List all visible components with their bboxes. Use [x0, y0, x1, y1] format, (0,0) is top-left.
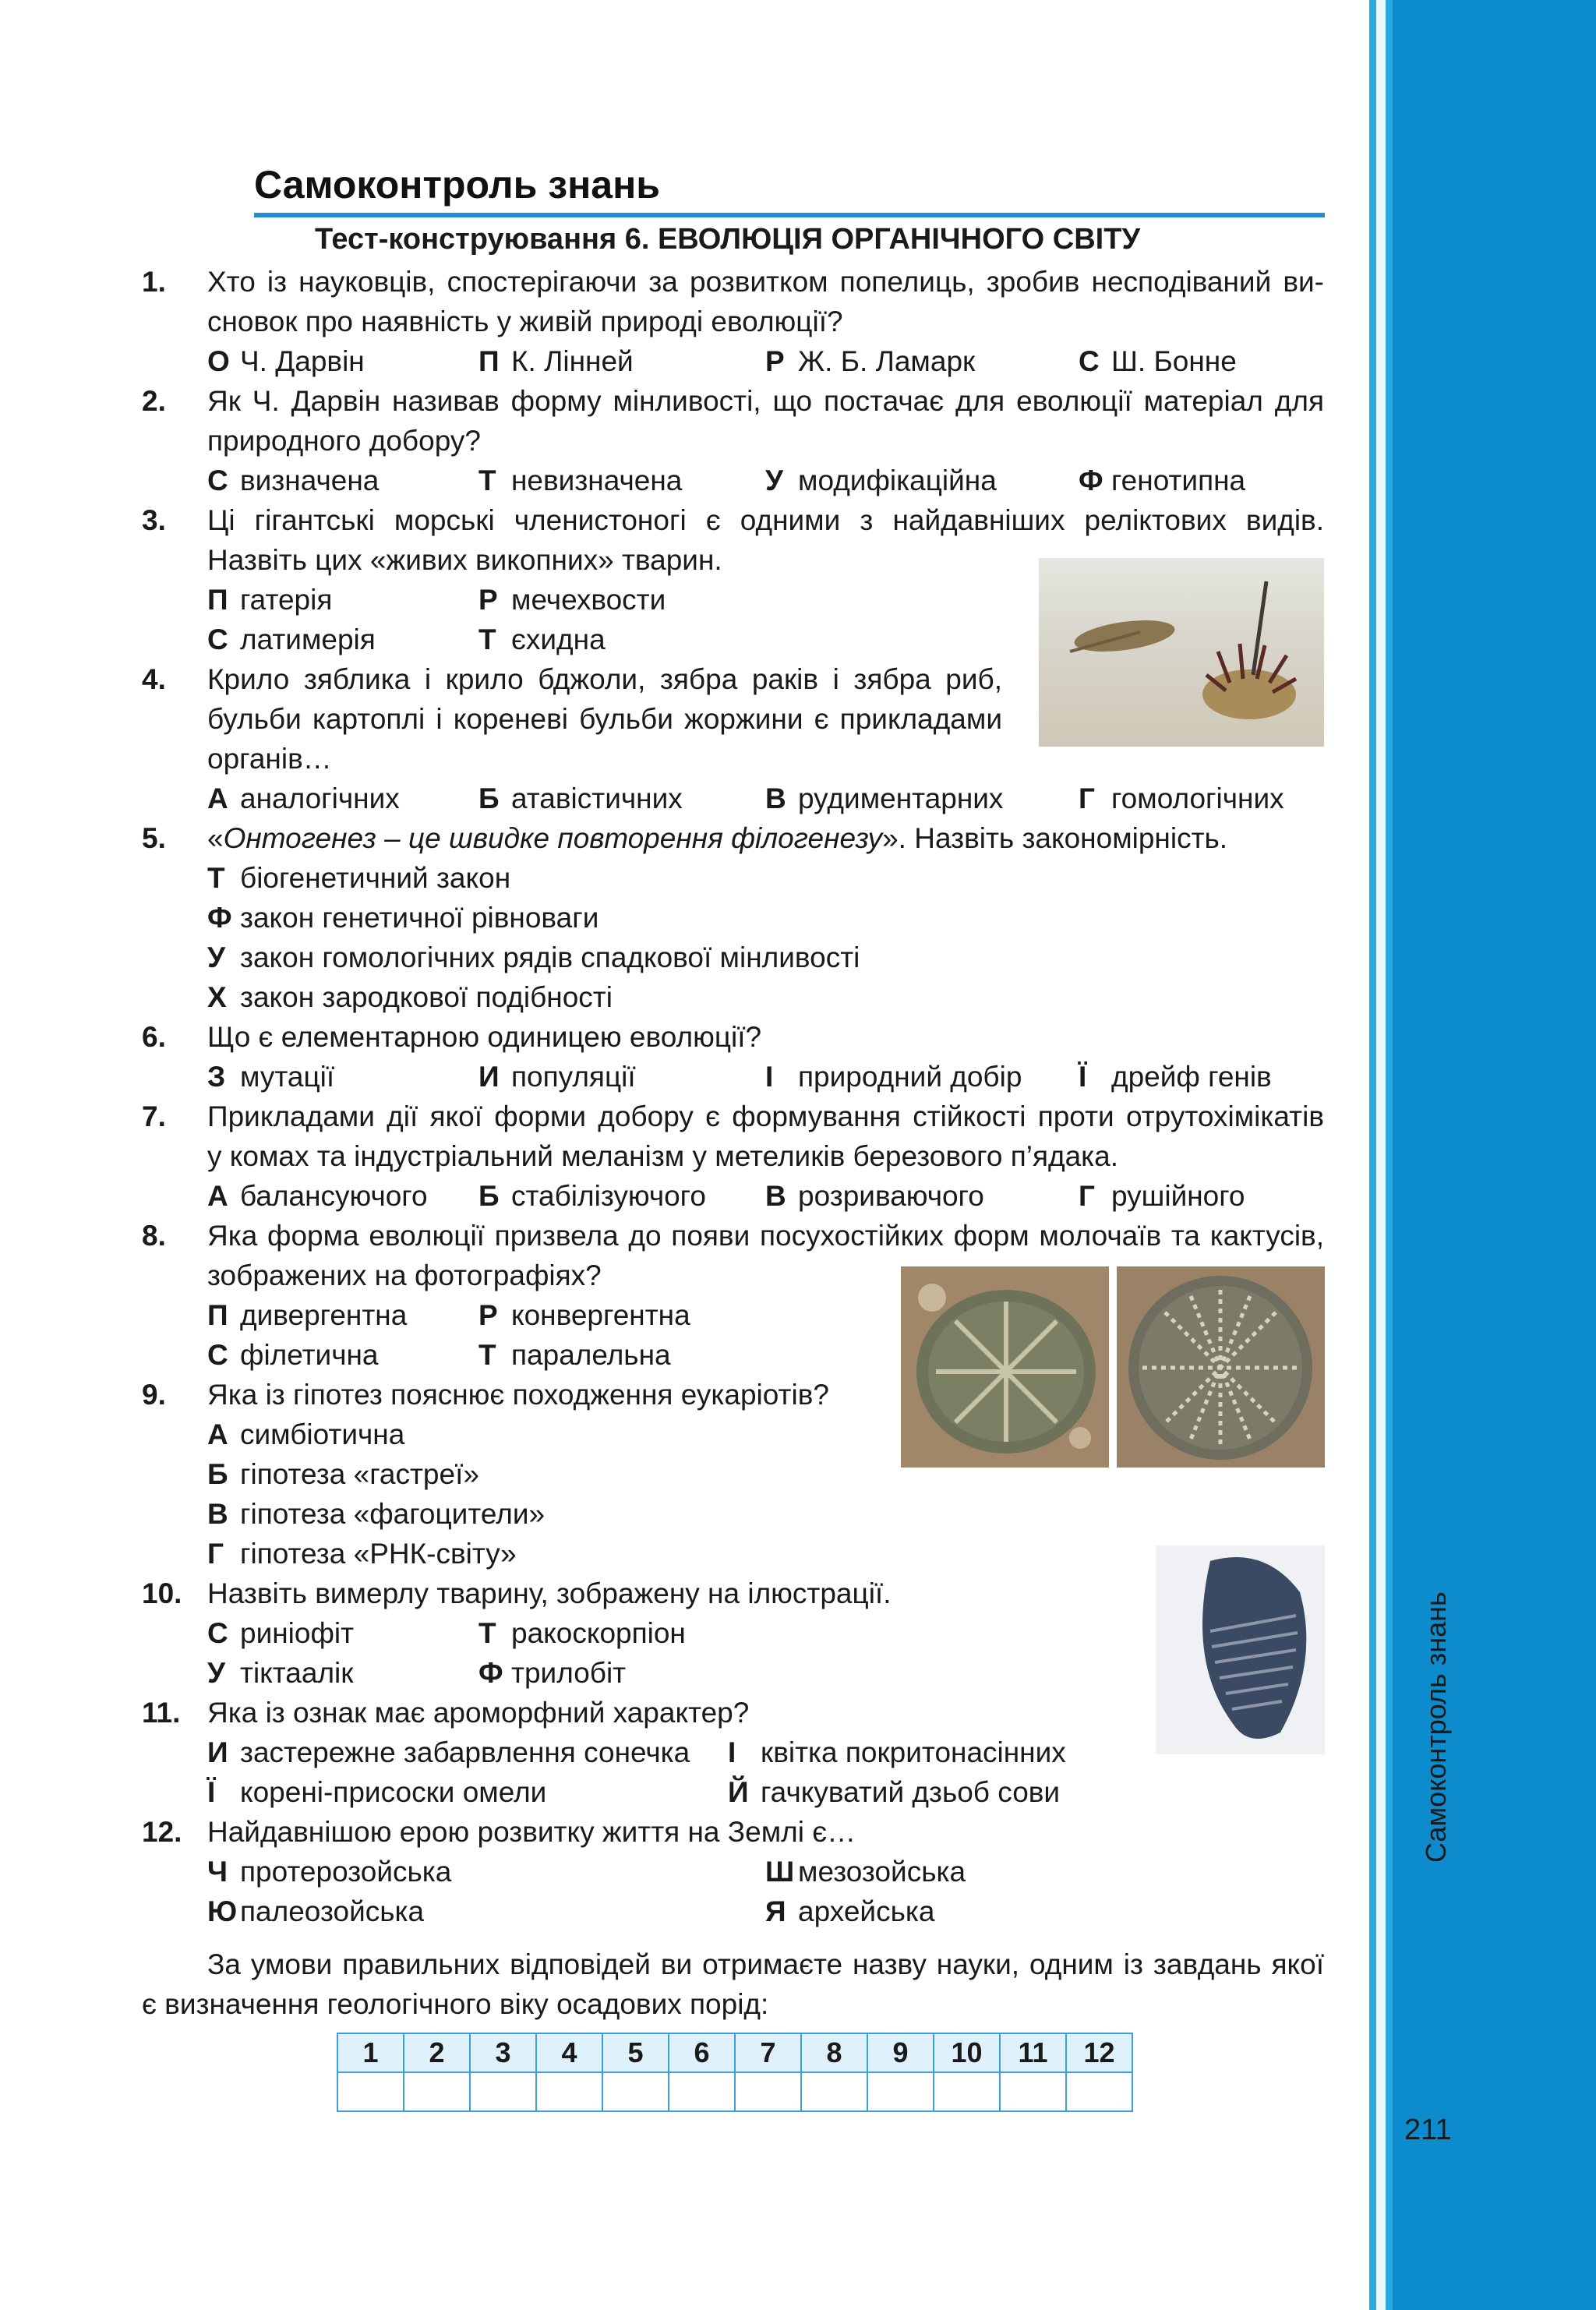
answer-option[interactable]: Б атавістичних	[478, 782, 683, 814]
answer-table-header-cell: 8	[801, 2033, 867, 2072]
answer-option[interactable]: Ї корені-присоски омели	[207, 1776, 547, 1808]
answer-cell[interactable]	[1066, 2072, 1132, 2111]
answer-table-header-cell: 5	[602, 2033, 669, 2072]
question-text: бульби картоплі і кореневі бульби жоржини є прикладами	[207, 703, 1002, 735]
answer-option[interactable]: И популяції	[478, 1061, 636, 1093]
answer-cell[interactable]	[536, 2072, 602, 2111]
answer-option[interactable]: С Ш. Бонне	[1079, 345, 1237, 377]
answer-option[interactable]: С латимерія	[207, 623, 376, 655]
question-number: 7.	[142, 1100, 166, 1132]
cactus-photo	[1117, 1266, 1325, 1468]
answer-option[interactable]: В рудиментарних	[765, 782, 1004, 814]
answer-option[interactable]: С філетична	[207, 1339, 379, 1371]
answer-cell[interactable]	[669, 2072, 735, 2111]
question-text: Що є елементарною одиницею еволюції?	[207, 1021, 762, 1053]
answer-option[interactable]: І природний добір	[765, 1061, 1022, 1093]
answer-option[interactable]: Т невизначена	[478, 464, 683, 496]
answer-table-header-cell: 2	[404, 2033, 470, 2072]
question-text: Прикладами дії якої форми добору є формування стійкості проти отрутохімікатів	[207, 1100, 1324, 1132]
question-text: Як Ч. Дарвін називав форму мінливості, що постачає для еволюції матеріал для	[207, 385, 1324, 417]
answer-option[interactable]: Р Ж. Б. Ламарк	[765, 345, 976, 377]
answer-table-header-cell: 11	[1000, 2033, 1066, 2072]
question-number: 3.	[142, 504, 166, 536]
answer-option[interactable]: П гатерія	[207, 584, 333, 616]
answer-option[interactable]: О Ч. Дарвін	[207, 345, 365, 377]
question-text: Яка із ознак має ароморфний характер?	[207, 1697, 750, 1729]
question-text: Назвіть цих «живих викопних» тварин.	[207, 544, 722, 576]
answer-option[interactable]: Ю палеозойська	[207, 1895, 425, 1927]
answer-option[interactable]: П дивергентна	[207, 1299, 408, 1331]
question-number: 12.	[142, 1816, 182, 1848]
question-text: Ці гігантські морські членистоногі є одними з найдавніших реліктових видів.	[207, 504, 1324, 536]
question-number: 6.	[142, 1021, 166, 1053]
sidebar-stripe-dark	[1393, 0, 1596, 2310]
answer-option[interactable]: С риніофіт	[207, 1617, 355, 1649]
question-text: «Онтогенез – це швидке повторення філогенезу». Назвіть закономірність.	[207, 822, 1228, 854]
question-text: Хто із науковців, спостерігаючи за розвитком попелиць, зробив несподіваний ви-	[207, 266, 1324, 298]
answer-table-header-cell: 4	[536, 2033, 602, 2072]
question-text: зображених на фотографіях?	[207, 1259, 602, 1291]
question-text: органів…	[207, 743, 332, 775]
answer-cell[interactable]	[801, 2072, 867, 2111]
answer-option[interactable]: Ф трилобіт	[478, 1657, 627, 1689]
answer-option[interactable]: С визначена	[207, 464, 380, 496]
answer-table-header-cell: 9	[867, 2033, 934, 2072]
answer-cell[interactable]	[867, 2072, 934, 2111]
answer-table-header-cell: 3	[470, 2033, 536, 2072]
answer-table-header-cell: 7	[735, 2033, 801, 2072]
question-text: Назвіть вимерлу тварину, зображену на ілюстрації.	[207, 1577, 892, 1609]
answer-option[interactable]: З мутації	[207, 1061, 335, 1093]
answer-option[interactable]: Б гіпотеза «гастреї»	[207, 1458, 479, 1490]
question-text: у комах та індустріальний меланізм у метеликів березового п’ядака.	[207, 1140, 1119, 1172]
answer-option[interactable]: Ф закон генетичної рівноваги	[207, 902, 599, 934]
answer-option[interactable]: А балансуючого	[207, 1180, 428, 1212]
answer-option[interactable]: Г гомологічних	[1079, 782, 1284, 814]
answer-table-header-cell: 6	[669, 2033, 735, 2072]
answer-option[interactable]: В гіпотеза «фагоцители»	[207, 1498, 546, 1530]
page-number: 211	[1404, 2114, 1452, 2146]
answer-table-header-cell: 1	[337, 2033, 404, 2072]
conclusion-text: є визначення геологічного віку осадових порід:	[142, 1988, 769, 2020]
question-number: 1.	[142, 266, 166, 298]
answer-option[interactable]: Т ракоскорпіон	[478, 1617, 686, 1649]
answer-option[interactable]: У модифікаційна	[765, 464, 997, 496]
answer-option[interactable]: Г гіпотеза «РНК-світу»	[207, 1538, 517, 1570]
answer-option[interactable]: Т єхидна	[478, 623, 606, 655]
answer-option[interactable]: Я архейська	[765, 1895, 935, 1927]
answer-option[interactable]: В розриваючого	[765, 1180, 984, 1212]
sidebar-stripe-white	[1376, 0, 1386, 2310]
answer-option[interactable]: Ф генотипна	[1079, 464, 1246, 496]
answer-option[interactable]: А симбіотична	[207, 1418, 405, 1450]
test-subtitle: Тест-конструювання 6. ЕВОЛЮЦІЯ ОРГАНІЧНОГО СВІТУ	[315, 223, 1141, 256]
answer-table-header-row	[337, 2033, 1132, 2072]
conclusion-text: За умови правильних відповідей ви отримаєте назву науки, одним із завдань якої	[207, 1948, 1324, 1980]
answer-cell[interactable]	[404, 2072, 470, 2111]
trilobite-photo	[1156, 1545, 1325, 1754]
page-title: Самоконтроль знань	[254, 163, 661, 207]
question-text: Найдавнішою ерою розвитку життя на Землі є…	[207, 1816, 856, 1848]
answer-option[interactable]: П К. Лінней	[478, 345, 634, 377]
answer-table-blank-row[interactable]	[337, 2072, 1132, 2111]
question-text: природного добору?	[207, 425, 481, 457]
title-underline	[254, 213, 1325, 217]
question-number: 11.	[142, 1697, 181, 1729]
question-number: 5.	[142, 822, 166, 854]
answer-cell[interactable]	[1000, 2072, 1066, 2111]
answer-option[interactable]: Р конвергентна	[478, 1299, 690, 1331]
question-text: Крило зяблика і крило бджоли, зябра раків і зябра риб,	[207, 663, 1002, 695]
question-number: 4.	[142, 663, 166, 695]
answer-option[interactable]: У закон гомологічних рядів спадкової мінливості	[207, 941, 860, 973]
answer-option[interactable]: Р мечехвости	[478, 584, 666, 616]
question-number: 10.	[142, 1577, 182, 1609]
question-number: 2.	[142, 385, 166, 417]
euphorbia-photo	[901, 1266, 1109, 1468]
answer-cell[interactable]	[934, 2072, 1000, 2111]
answer-option[interactable]: Г рушійного	[1079, 1180, 1245, 1212]
question-text: сновок про наявність у живій природі еволюції?	[207, 306, 843, 337]
answer-cell[interactable]	[337, 2072, 404, 2111]
answer-option[interactable]: Ш мезозойська	[765, 1856, 966, 1888]
question-number: 8.	[142, 1220, 166, 1252]
question-text: Яка із гіпотез пояснює походження еукаріотів?	[207, 1379, 829, 1411]
answer-table-header-cell: 10	[934, 2033, 1000, 2072]
answer-table	[337, 2033, 1133, 2112]
answer-option[interactable]: И застережне забарвлення сонечка	[207, 1736, 690, 1768]
answer-option[interactable]: Т паралельна	[478, 1339, 671, 1371]
answer-option[interactable]: Й гачкуватий дзьоб сови	[728, 1776, 1061, 1808]
answer-option[interactable]: І квітка покритонасінних	[728, 1736, 1066, 1768]
answer-cell[interactable]	[735, 2072, 801, 2111]
answer-option[interactable]: Х закон зародкової подібності	[207, 981, 613, 1013]
answer-table-header-cell: 12	[1066, 2033, 1132, 2072]
answer-option[interactable]: Ч протерозойська	[207, 1856, 452, 1888]
answer-option[interactable]: У тіктаалік	[207, 1657, 354, 1689]
answer-option[interactable]: А аналогічних	[207, 782, 400, 814]
question-number: 9.	[142, 1379, 166, 1411]
answer-option[interactable]: Б стабілізуючого	[478, 1180, 706, 1212]
answer-cell[interactable]	[470, 2072, 536, 2111]
answer-option[interactable]: Т біогенетичний закон	[207, 862, 511, 894]
answer-cell[interactable]	[602, 2072, 669, 2111]
horseshoe-crab-photo	[1039, 558, 1324, 747]
side-section-label: Самоконтроль знань	[1420, 1591, 1452, 1863]
question-text: Яка форма еволюції призвела до появи посухостійких форм молочаїв та кактусів,	[207, 1220, 1324, 1252]
answer-option[interactable]: Ї дрейф генів	[1079, 1061, 1272, 1093]
